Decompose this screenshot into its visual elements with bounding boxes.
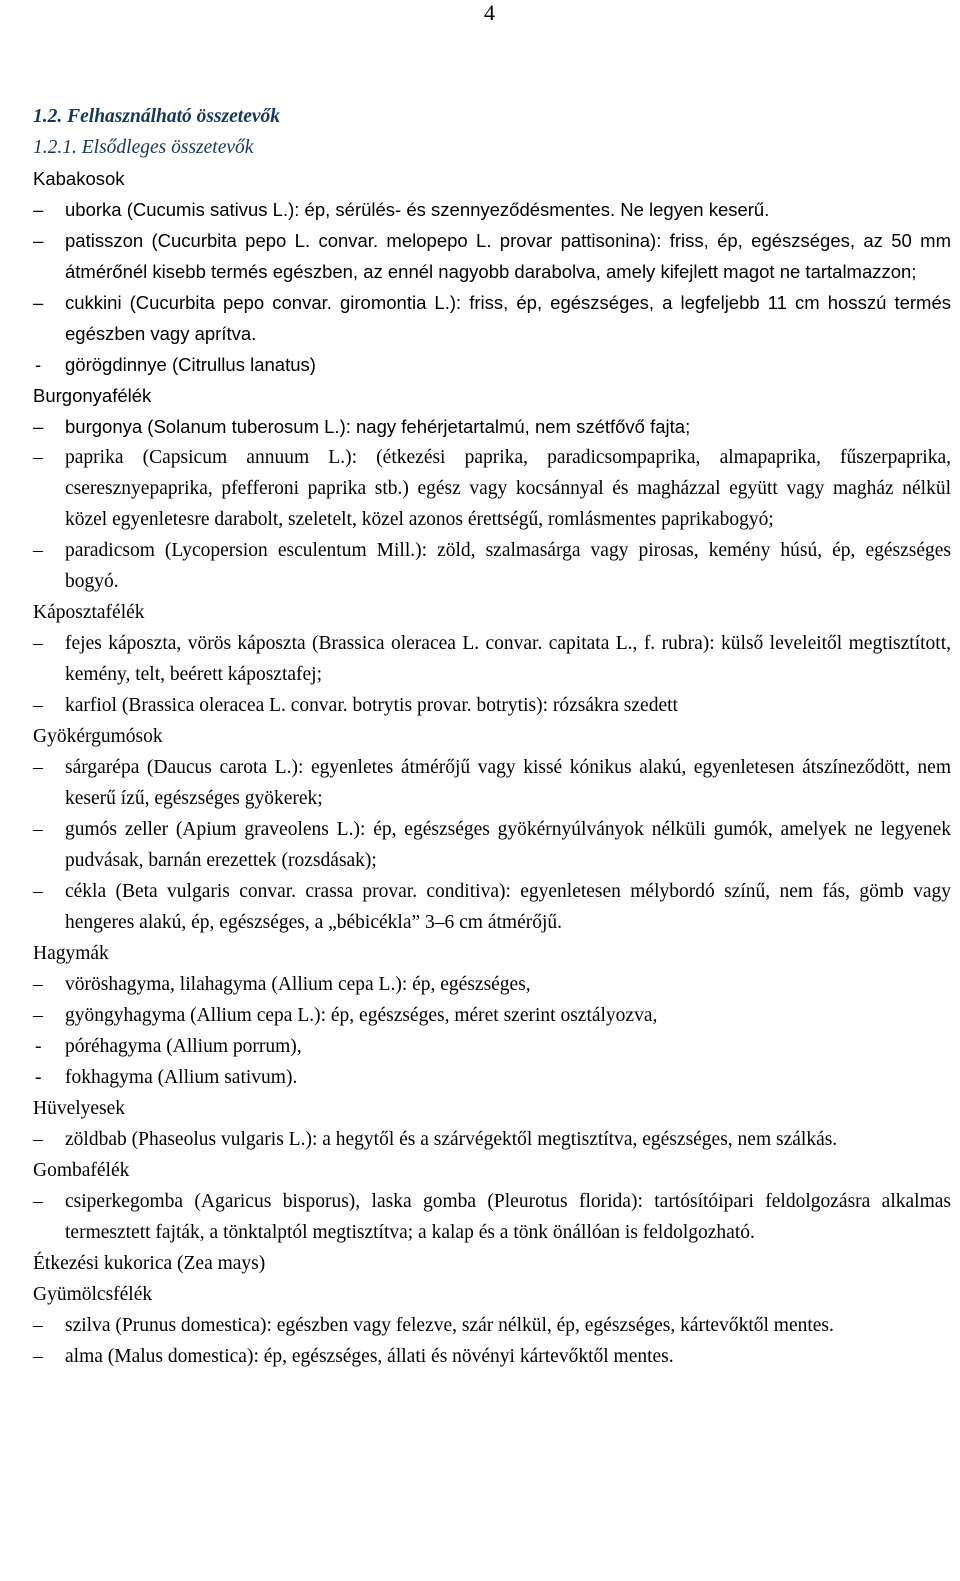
category-heading: Gyökérgumósok	[33, 726, 163, 747]
list-item-text: gumós zeller (Apium graveolens L.): ép, egészséges gyökérnyúlványok nélküli gumók, amelyek ne legyenek pudvásak, barnán erezettek (rozsdásak);	[65, 819, 951, 871]
bullet-dash: –	[33, 1346, 43, 1367]
bullet-dash: -	[35, 1067, 42, 1088]
list-item	[33, 1186, 951, 1248]
page-number: 4	[484, 0, 495, 25]
list-item-text: patisszon (Cucurbita pepo L. convar. melopepo L. provar pattisonina): friss, ép, egészséges, az 50 mm átmérőnél kisebb termés egészben, az ennél nagyobb darabolva, amely kifejlett magot ne tartalmazzon;	[65, 230, 951, 282]
list-item	[33, 814, 951, 876]
bullet-dash: –	[33, 1191, 43, 1212]
list-item-text: fejes káposzta, vörös káposzta (Brassica oleracea L. convar. capitata L., f. rubra): külső leveleitől megtisztított, kemény, telt, beérett káposztafej;	[65, 633, 951, 685]
list-item	[33, 349, 951, 380]
category-heading: Gombafélék	[33, 1160, 130, 1181]
bullet-dash: –	[33, 881, 43, 902]
document-body	[33, 101, 951, 1372]
category-heading: Étkezési kukorica (Zea mays)	[33, 1253, 266, 1274]
list-item-text: fokhagyma (Allium sativum).	[65, 1067, 298, 1088]
list-item-text: vöröshagyma, lilahagyma (Allium cepa L.): ép, egészséges,	[65, 974, 531, 995]
list-item	[33, 411, 951, 442]
list-item	[33, 1062, 951, 1093]
bullet-dash: –	[33, 540, 43, 561]
bullet-dash: –	[33, 416, 44, 437]
bullet-dash: -	[35, 354, 42, 375]
category-heading: Káposztafélék	[33, 602, 145, 623]
category-heading: Hüvelyesek	[33, 1098, 126, 1119]
category-heading: Burgonyafélék	[33, 385, 152, 406]
list-item-text: cékla (Beta vulgaris convar. crassa provar. conditiva): egyenletesen mélybordó színű, nem fás, gömb vagy hengeres alakú, ép, egészséges, a „bébicékla” 3–6 cm átmérőjű.	[65, 881, 951, 933]
list-item-text: cukkini (Cucurbita pepo convar. giromontia L.): friss, ép, egészséges, a legfeljebb 11 cm hosszú termés egészben vagy aprítva.	[65, 292, 951, 344]
bullet-dash: –	[33, 695, 43, 716]
list-item-text: görögdinnye (Citrullus lanatus)	[65, 354, 316, 375]
bullet-dash: –	[33, 819, 43, 840]
bullet-dash: –	[33, 1315, 43, 1336]
list-item	[33, 752, 951, 814]
list-item-text: paprika (Capsicum annuum L.): (étkezési paprika, paradicsompaprika, almapaprika, fűszerpaprika, cseresznyepaprika, pfefferoni paprika stb.) egész vagy kocsánnyal és magházzal együtt vagy magház nélkül közel egyenletesre darabolt, szeletelt, közel azonos érettségű, romlásmentes paprikabogyó;	[65, 447, 951, 530]
list-item	[33, 690, 951, 721]
list-item	[33, 969, 951, 1000]
list-item-text: szilva (Prunus domestica): egészben vagy felezve, szár nélkül, ép, egészséges, kártevőktől mentes.	[65, 1315, 834, 1336]
list-item-text: burgonya (Solanum tuberosum L.): nagy fehérjetartalmú, nem szétfővő fajta;	[65, 416, 691, 437]
list-item	[33, 194, 951, 225]
list-item-text: alma (Malus domestica): ép, egészséges, állati és növényi kártevőktől mentes.	[65, 1346, 674, 1367]
bullet-dash: –	[33, 292, 44, 313]
list-item	[33, 225, 951, 287]
bullet-dash: –	[33, 199, 44, 220]
list-item	[33, 1000, 951, 1031]
list-item-text: gyöngyhagyma (Allium cepa L.): ép, egészséges, méret szerint osztályozva,	[65, 1005, 658, 1026]
section-heading: 1.2. Felhasználható összetevők	[33, 106, 281, 127]
bullet-dash: –	[33, 230, 44, 251]
list-item-text: csiperkegomba (Agaricus bisporus), laska gomba (Pleurotus florida): tartósítóipari feldolgozásra alkalmas termesztett fajták, a tönktalptól megtisztítva; a kalap és a tönk önállóan is feldolgozható.	[65, 1191, 951, 1243]
list-item-text: póréhagyma (Allium porrum),	[65, 1036, 302, 1057]
bullet-dash: –	[33, 1005, 43, 1026]
category-heading: Gyümölcsfélék	[33, 1284, 153, 1305]
bullet-dash: -	[35, 1036, 42, 1057]
bullet-dash: –	[33, 447, 43, 468]
list-item	[33, 1310, 951, 1341]
bullet-dash: –	[33, 1129, 43, 1150]
subsection-heading: 1.2.1. Elsődleges összetevők	[33, 137, 254, 158]
list-item-text: zöldbab (Phaseolus vulgaris L.): a hegytől és a szárvégektől megtisztítva, egészséges, nem szálkás.	[65, 1129, 838, 1150]
category-heading: Hagymák	[33, 943, 109, 964]
list-item	[33, 442, 951, 535]
list-item-text: karfiol (Brassica oleracea L. convar. botrytis provar. botrytis): rózsákra szedett	[65, 695, 678, 716]
list-item	[33, 876, 951, 938]
bullet-dash: –	[33, 974, 43, 995]
list-item-text: paradicsom (Lycopersion esculentum Mill.): zöld, szalmasárga vagy pirosas, kemény húsú, ép, egészséges bogyó.	[65, 540, 951, 592]
bullet-dash: –	[33, 757, 43, 778]
list-item	[33, 287, 951, 349]
list-item	[33, 535, 951, 597]
list-item-text: uborka (Cucumis sativus L.): ép, sérülés- és szennyeződésmentes. Ne legyen keserű.	[65, 199, 770, 220]
list-item	[33, 1124, 951, 1155]
list-item	[33, 1341, 951, 1372]
list-item-text: sárgarépa (Daucus carota L.): egyenletes átmérőjű vagy kissé kónikus alakú, egyenletesen átszíneződött, nem keserű ízű, egészséges gyökerek;	[65, 757, 951, 809]
list-item	[33, 628, 951, 690]
bullet-dash: –	[33, 633, 43, 654]
category-heading: Kabakosok	[33, 168, 125, 189]
list-item	[33, 1031, 951, 1062]
